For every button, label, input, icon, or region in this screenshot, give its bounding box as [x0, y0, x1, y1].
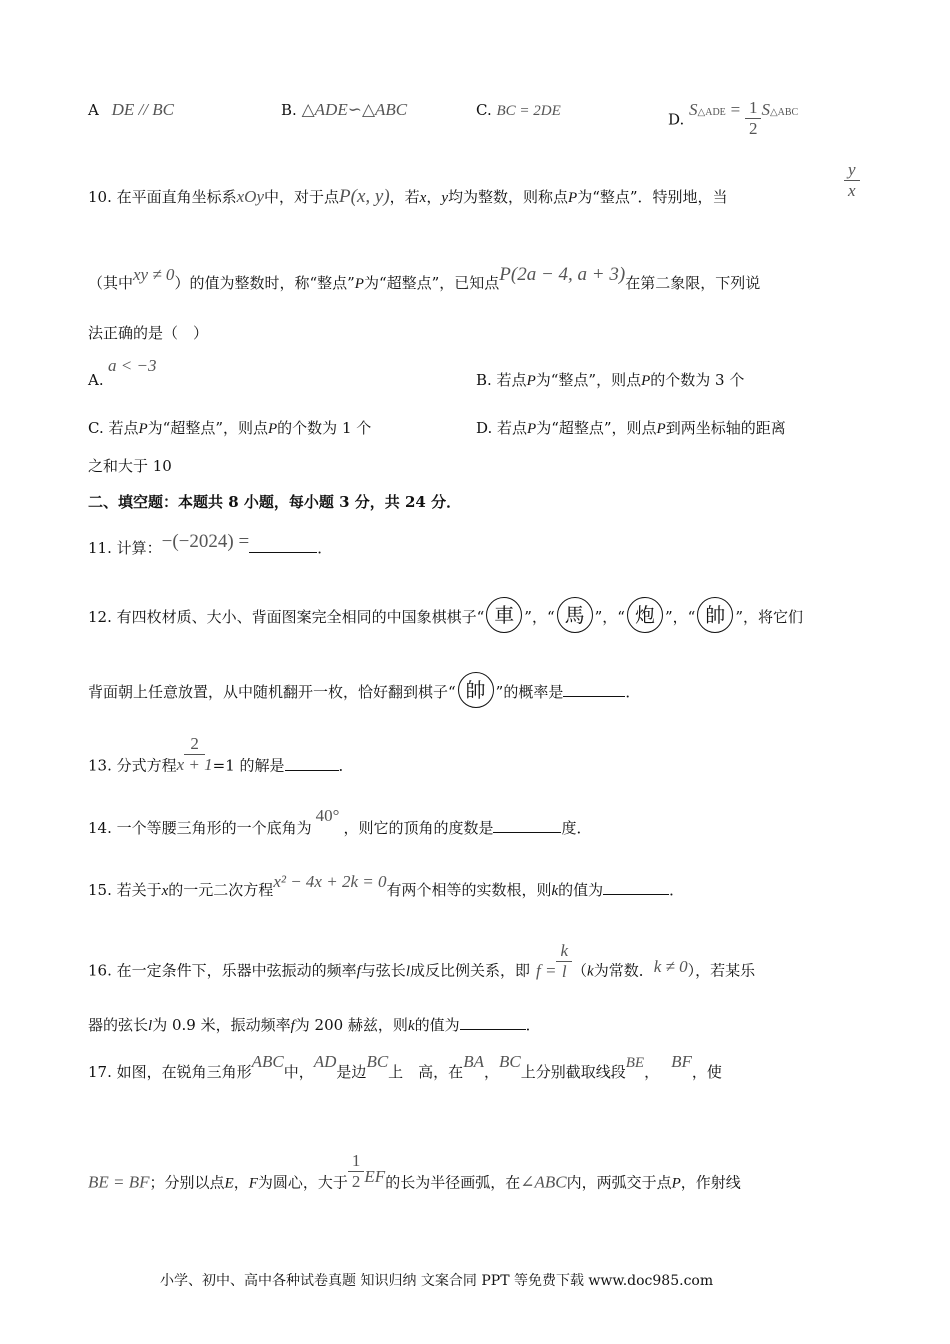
- text: 度．: [561, 819, 592, 837]
- text: ”，“: [664, 608, 696, 626]
- variable: E: [224, 1175, 234, 1192]
- text: ．: [525, 1016, 541, 1034]
- text: ．: [338, 756, 354, 775]
- answer-blank[interactable]: [285, 756, 339, 771]
- chess-piece-shuai: 帥: [458, 672, 494, 708]
- math-expression: P(x, y): [339, 186, 390, 207]
- chess-piece-ma: 馬: [557, 597, 593, 633]
- math-expression: f =: [536, 960, 557, 980]
- answer-blank[interactable]: [603, 880, 669, 895]
- q10-option-b: [476, 370, 744, 391]
- text: B. 若点: [476, 371, 527, 389]
- q16-line-2: [88, 1015, 541, 1036]
- text: 的个数为 3 个: [650, 371, 745, 389]
- text: 为 200 赫兹，则: [294, 1016, 408, 1034]
- text: 13. 分式方程: [88, 756, 177, 775]
- text: 14. 一个等腰三角形的一个底角为: [88, 819, 312, 837]
- text: ”，将它们: [735, 608, 803, 626]
- text: 有两个相等的实数根，则: [386, 881, 552, 899]
- text: ，: [233, 1173, 249, 1192]
- text: 的个数为 1 个: [277, 419, 372, 437]
- text: 为“整点”，则点: [535, 371, 642, 389]
- q9-option-b: [281, 100, 407, 120]
- math-expression: DE // BC: [111, 100, 174, 119]
- text: 为“超整点”，则点: [536, 419, 657, 437]
- math-expression: BE: [625, 1055, 645, 1071]
- denominator: x + 1: [176, 755, 213, 774]
- q16-line-1: [88, 941, 756, 992]
- math-expression: [689, 98, 799, 138]
- q10-option-d-cont: 之和大于 10: [88, 457, 172, 475]
- math-expression: ABC: [251, 1052, 284, 1071]
- text: 到两坐标轴的距离: [665, 419, 786, 437]
- text: 10. 在平面直角坐标系: [88, 188, 237, 206]
- q12-line-1: [88, 600, 803, 636]
- text: 上分别截取线段: [520, 1063, 626, 1081]
- chess-piece-shuai: 帥: [697, 597, 733, 633]
- text: （其中: [88, 274, 134, 292]
- q10-option-a: [88, 370, 104, 390]
- text: ，使: [691, 1063, 722, 1081]
- variable: k: [587, 963, 594, 980]
- text: 12. 有四枚材质、大小、背面图案完全相同的中国象棋棋子“: [88, 608, 485, 626]
- math-expression: −(−2024) =: [161, 531, 250, 552]
- variable: l: [148, 1018, 153, 1034]
- math-expression: 40°: [315, 806, 340, 825]
- numerator: y: [844, 160, 860, 181]
- text: 为“超整点”，已知点: [363, 274, 500, 292]
- q9-option-d: [668, 100, 798, 141]
- text: 的长为半径画弧，在: [385, 1173, 521, 1192]
- numerator: 2: [184, 734, 205, 755]
- variable: P: [568, 190, 578, 206]
- answer-blank[interactable]: [249, 538, 317, 553]
- text: 与弦长: [360, 961, 406, 980]
- q17-line-2: [88, 1151, 741, 1204]
- q10-option-a-expr: [108, 356, 156, 376]
- variable: P: [138, 421, 148, 437]
- answer-blank[interactable]: [493, 818, 561, 833]
- text: 背面朝上任意放置，从中随机翻开一枚，恰好翻到棋子“: [88, 683, 456, 701]
- q9-option-a: [88, 100, 174, 120]
- text: 器的弦长: [88, 1016, 149, 1034]
- text: （: [572, 961, 588, 980]
- q14: [88, 806, 592, 838]
- math-expression: BC: [498, 1052, 521, 1071]
- subscript: △ADE: [697, 106, 726, 118]
- variable: x: [419, 190, 427, 206]
- answer-blank[interactable]: [563, 682, 625, 697]
- variable: F: [248, 1175, 258, 1192]
- section-title: 二、填空题：本题共 8 小题，每小题 3 分，共 24 分．: [88, 493, 462, 511]
- math-expression: xOy: [236, 187, 264, 206]
- text: ，则它的顶角的度数是: [343, 819, 494, 837]
- fraction: [844, 160, 860, 201]
- math-expression: BC = 2DE: [496, 103, 561, 119]
- chess-piece-che: 車: [486, 597, 522, 633]
- variable: P: [641, 373, 651, 389]
- q10-fraction-y-over-x: [844, 160, 860, 201]
- q17-line-1: [88, 1052, 722, 1083]
- variable: P: [526, 373, 536, 389]
- math-expression: BF: [671, 1052, 692, 1071]
- text: D. 若点: [476, 419, 528, 437]
- text: 在第二象限，下列说: [625, 274, 761, 292]
- q10-line-2: [88, 264, 761, 294]
- equals: =: [730, 99, 741, 119]
- variable: P: [656, 421, 666, 437]
- text: ”，“: [524, 608, 555, 626]
- text: 为“超整点”，则点: [147, 419, 268, 437]
- math-expression: k ≠ 0: [653, 956, 688, 976]
- text: 上 高，在: [388, 1063, 464, 1081]
- text: 16. 在一定条件下，乐器中弦振动的频率: [88, 961, 357, 980]
- denominator: l: [561, 962, 567, 981]
- q12-line-2: [88, 675, 640, 711]
- denominator: 2: [748, 119, 758, 138]
- variable: x: [161, 883, 169, 899]
- page-footer: 小学、初中、高中各种试卷真题 知识归纳 文案合同 PPT 等免费下载 www.doc985.com: [160, 1273, 714, 1289]
- q10-option-c: [88, 418, 371, 439]
- text: 为 0.9 米，振动频率: [152, 1016, 291, 1034]
- numerator: 1: [348, 1151, 365, 1172]
- text: 17. 如图，在锐角三角形: [88, 1063, 252, 1081]
- text: ．: [625, 683, 641, 701]
- variable: f: [290, 1018, 295, 1034]
- variable: P: [268, 421, 278, 437]
- q10-line-1: [88, 187, 728, 208]
- text: 中，对于点: [264, 188, 340, 206]
- math-expression: x² − 4x + 2k = 0: [273, 872, 387, 891]
- text: ．: [317, 539, 333, 557]
- math-expression: BC: [366, 1052, 389, 1071]
- subscript: △ABC: [769, 106, 799, 118]
- text: ，: [426, 188, 442, 206]
- option-label: A: [88, 101, 99, 119]
- text: ，若: [389, 188, 420, 206]
- text: ，: [644, 1063, 660, 1081]
- text: 的一元二次方程: [168, 881, 274, 899]
- math-expression: a < −3: [108, 356, 157, 375]
- q9-option-c: [476, 100, 561, 121]
- math-expression: AD: [313, 1052, 337, 1071]
- text: ．: [669, 881, 685, 899]
- math-expression: BA: [463, 1052, 484, 1071]
- text: 中，: [283, 1063, 314, 1081]
- variable: y: [441, 190, 449, 206]
- option-label: C.: [476, 101, 492, 119]
- answer-blank[interactable]: [460, 1015, 526, 1030]
- variable: P: [354, 276, 364, 292]
- math-expression: xy ≠ 0: [133, 265, 175, 284]
- denominator: x: [848, 181, 856, 200]
- fraction: [745, 98, 762, 139]
- variable: l: [405, 963, 410, 980]
- fraction: [177, 734, 213, 775]
- fraction: [348, 1151, 365, 1192]
- option-label: D.: [668, 110, 685, 129]
- text: 为圆心，大于: [257, 1173, 348, 1192]
- text: 为常数．: [593, 961, 654, 980]
- q11: [88, 531, 333, 558]
- s-symbol: S: [689, 99, 698, 119]
- s-symbol: S: [761, 99, 770, 119]
- text: =1 的解是: [212, 756, 285, 775]
- math-expression: P(2a − 4, a + 3): [499, 264, 626, 285]
- option-label: A.: [88, 371, 104, 389]
- text: 内，两弧交于点: [566, 1173, 672, 1192]
- text: ”，“: [594, 608, 625, 626]
- math-expression: EF: [364, 1166, 386, 1186]
- math-expression: BE = BF: [88, 1172, 150, 1192]
- text: ，作射线: [680, 1173, 741, 1192]
- option-label: B.: [281, 101, 297, 119]
- text: 的值为: [558, 881, 604, 899]
- text: C. 若点: [88, 419, 139, 437]
- q13: [88, 734, 354, 787]
- variable: P: [671, 1175, 681, 1192]
- variable: f: [356, 963, 361, 980]
- text: 15. 若关于: [88, 881, 162, 899]
- text: ）的值为整数时，称“整点”: [174, 274, 355, 292]
- text: ），若某乐: [687, 961, 756, 980]
- variable: P: [527, 421, 537, 437]
- text: 均为整数，则称点: [448, 188, 569, 206]
- q15: [88, 872, 685, 901]
- math-expression: △ADE∽△ABC: [301, 100, 408, 119]
- q10-line-3: 法正确的是（ ）: [88, 324, 209, 342]
- text: ，: [483, 1063, 499, 1081]
- text: ；分别以点: [149, 1173, 225, 1192]
- variable: k: [407, 1018, 415, 1034]
- fraction: [556, 941, 572, 982]
- variable: k: [551, 883, 559, 899]
- text: 为“整点”．特别地，当: [577, 188, 728, 206]
- chess-piece-pao: 炮: [627, 597, 663, 633]
- numerator: 1: [745, 98, 762, 119]
- text: 是边: [336, 1063, 367, 1081]
- denominator: 2: [351, 1172, 361, 1191]
- math-expression: ∠ABC: [520, 1172, 567, 1192]
- text: 成反比例关系，即: [409, 961, 530, 980]
- numerator: k: [556, 941, 572, 962]
- text: ”的概率是: [495, 683, 564, 701]
- q10-option-d: [476, 418, 786, 439]
- text: 11. 计算：: [88, 539, 162, 557]
- text: 的值为: [414, 1016, 460, 1034]
